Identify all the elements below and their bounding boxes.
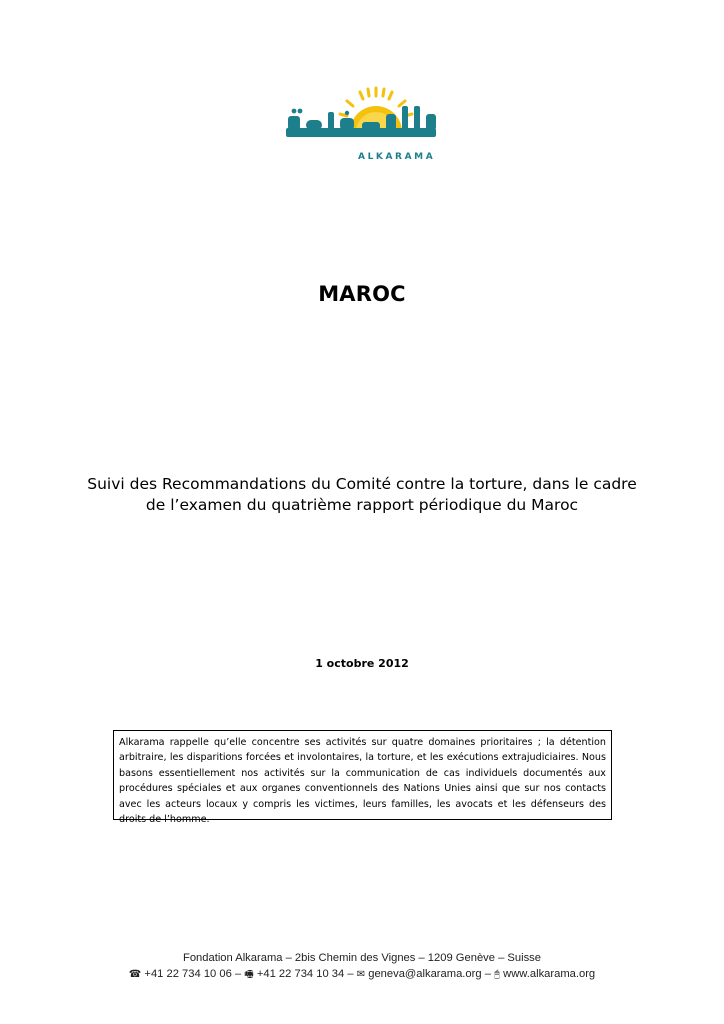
phone-icon: ☎: [128, 969, 142, 980]
document-subtitle: Suivi des Recommandations du Comité contre la torture, dans le cadre de l’examen du quatrième rapport périodique du Maroc: [87, 475, 637, 514]
logo-brand-name: ALKARAMA: [358, 152, 436, 162]
footer-email[interactable]: geneva@alkarama.org: [368, 968, 482, 980]
document-date: 1 octobre 2012: [315, 657, 409, 670]
country-title: MAROC: [318, 282, 406, 306]
footer-website[interactable]: www.alkarama.org: [503, 968, 596, 980]
footer-separator: –: [234, 968, 242, 980]
footer-fax: +41 22 734 10 34: [256, 968, 345, 980]
footer-contacts: [0, 966, 724, 983]
footer-separator: –: [347, 968, 354, 980]
fax-icon: 🖷: [244, 969, 254, 980]
footer-separator: –: [484, 968, 491, 980]
email-icon: ✉: [356, 969, 366, 980]
mouse-icon: 🖰: [494, 969, 501, 980]
mission-notice-box: [113, 730, 612, 826]
footer-phone: +41 22 734 10 06: [144, 968, 232, 980]
page-footer: [0, 950, 724, 983]
footer-address: Fondation Alkarama – 2bis Chemin des Vignes – 1209 Genève – Suisse: [182, 952, 541, 964]
mission-notice-text: Alkarama rappelle qu’elle concentre ses activités sur quatre domaines prioritaires ; la détention arbitraire, les disparitions forcées et involontaires, la torture, et les exécutions extrajudiciaires. Nous basons essentiellement nos activités sur la communication de cas individuels documentés aux procédures spéciales et aux organes conventionnels des Nations Unies ainsi que sur nos contacts avec les acteurs locaux y compris les victimes, leurs familles, les avocats et les défenseurs des droits de l’homme.: [119, 737, 606, 826]
